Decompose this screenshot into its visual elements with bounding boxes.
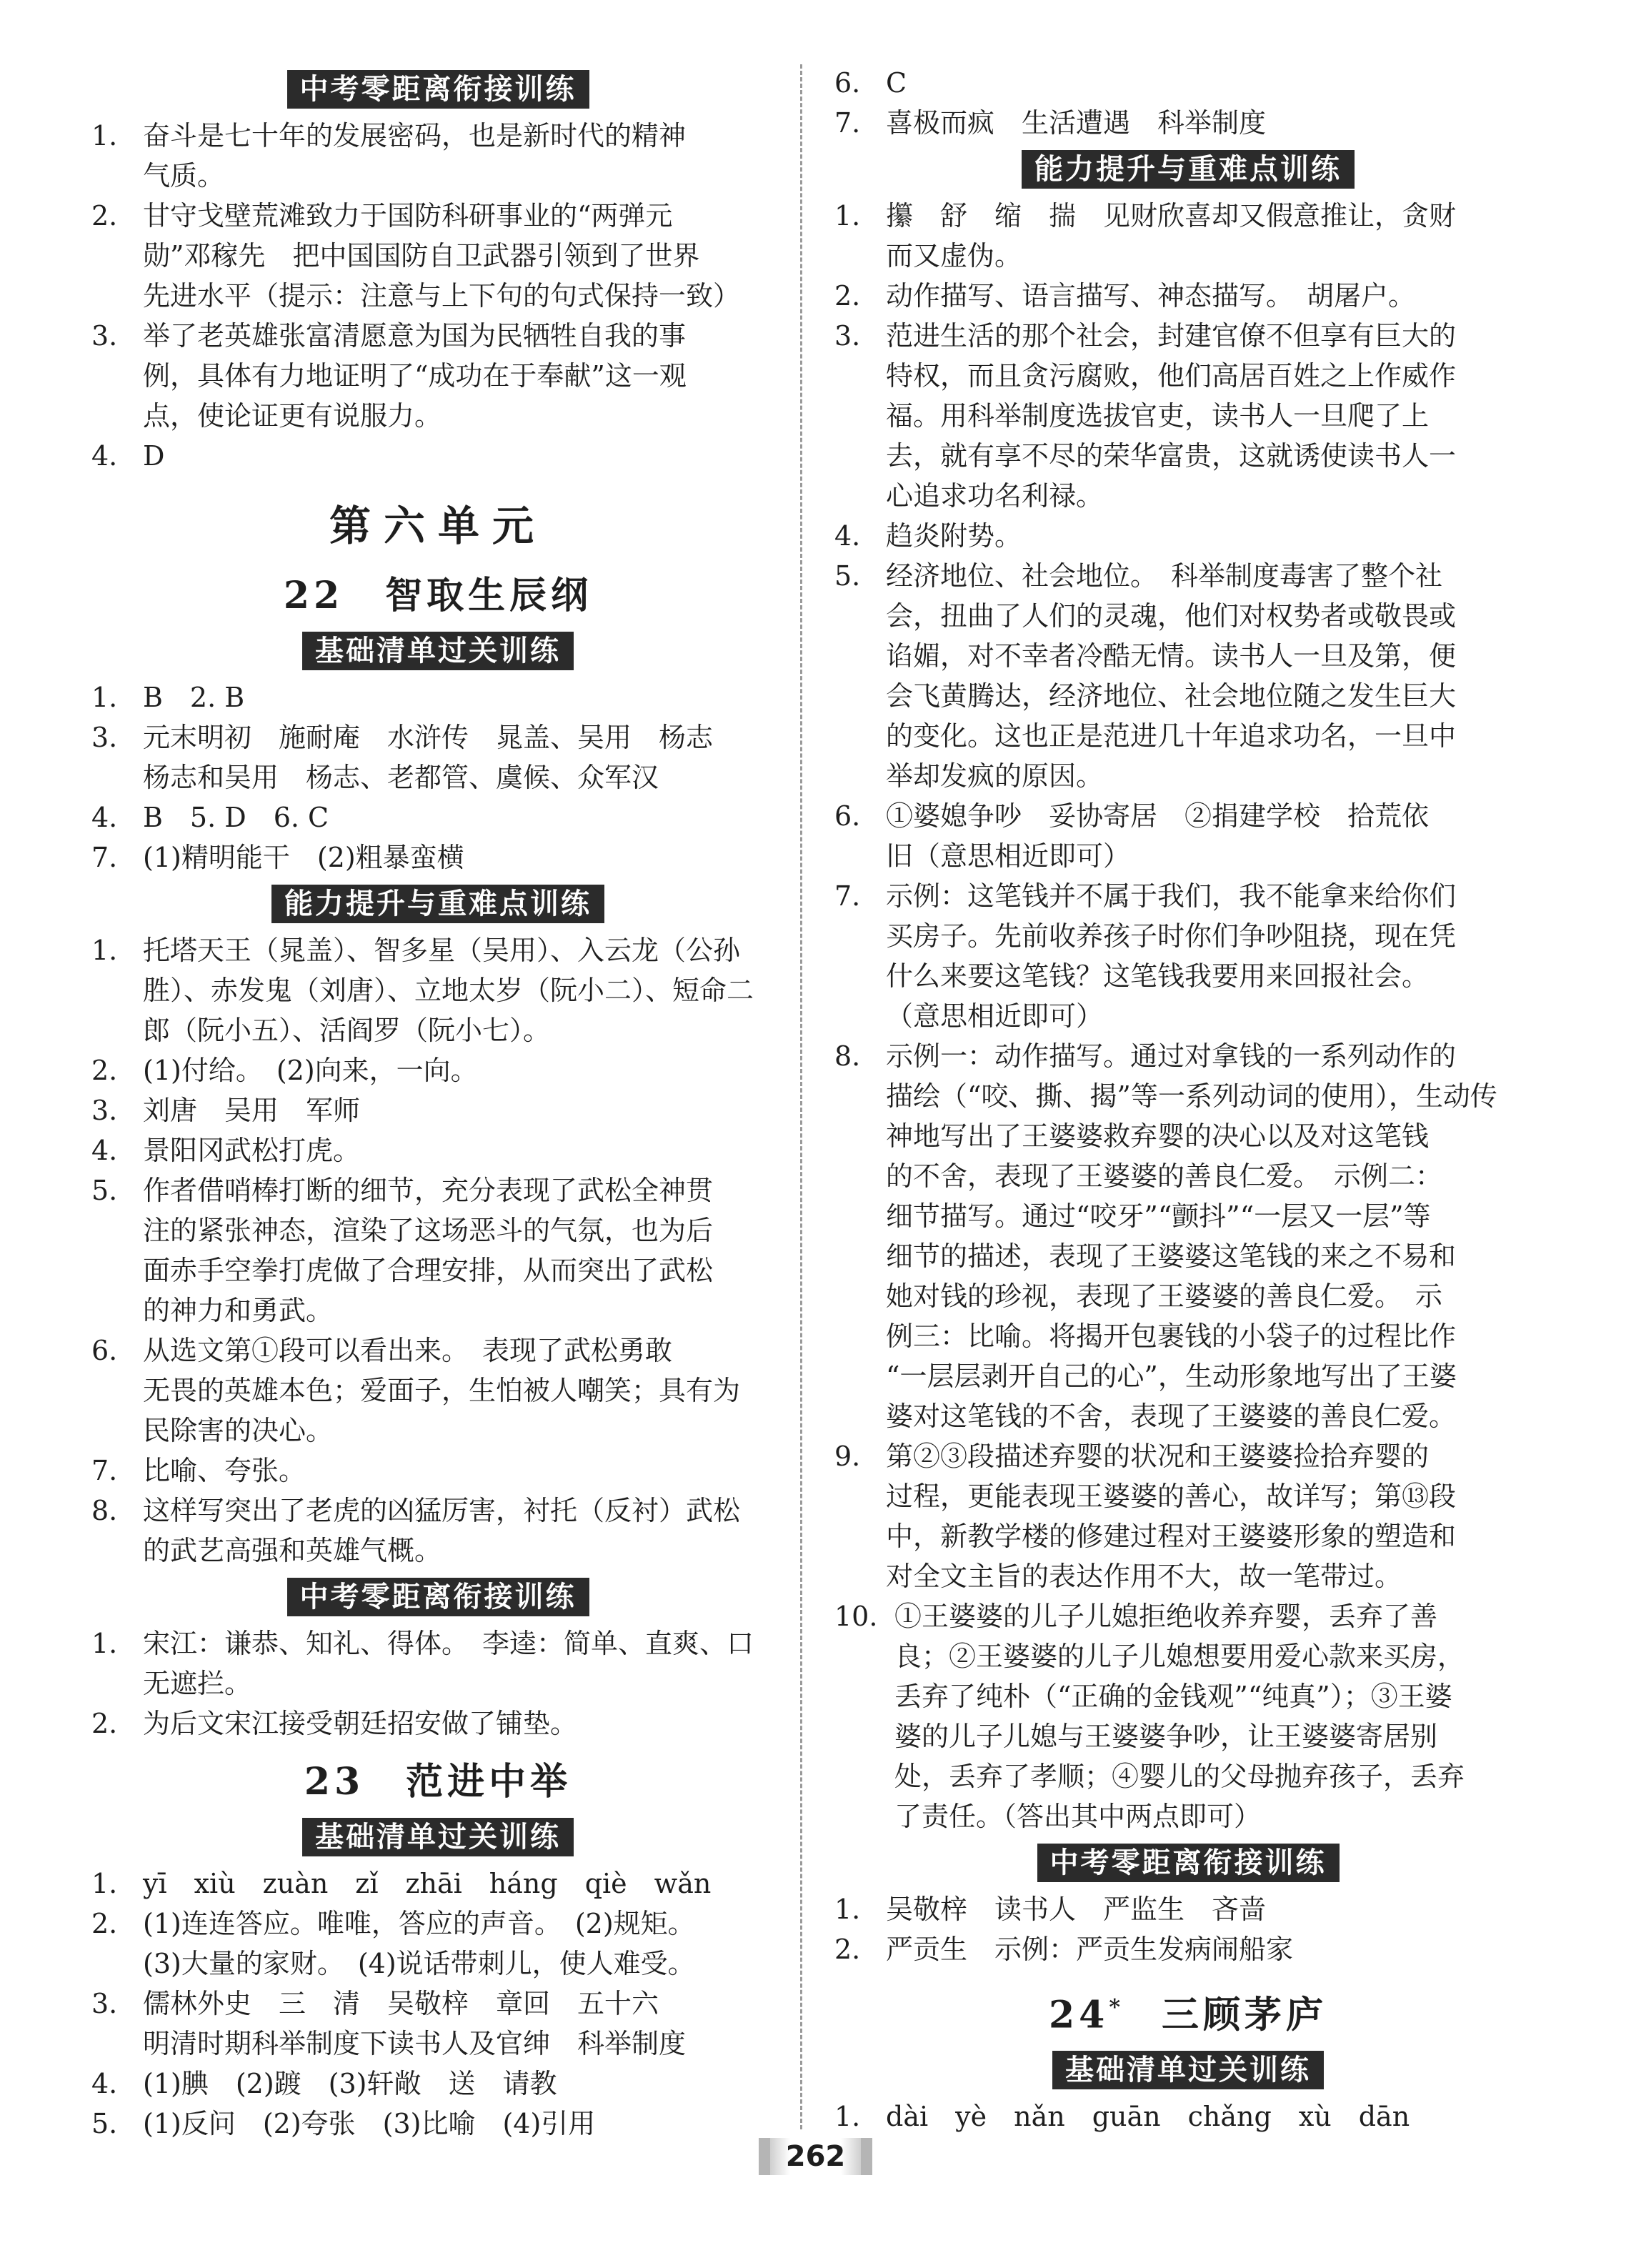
answer-line: 中，新教学楼的修建过程对王婆婆形象的塑造和: [886, 1521, 1457, 1552]
answer-line: 例三：比喻。将揭开包裹钱的小袋子的过程比作: [886, 1320, 1457, 1352]
answer-line: 去，就有享不尽的荣华富贵，这就诱使读书人一: [886, 440, 1457, 472]
answer-number: 1.: [834, 2101, 861, 2133]
answer-list: [834, 2097, 1542, 2137]
page-number: 262: [759, 2138, 873, 2175]
answer-item: [91, 316, 784, 436]
answer-line: 买房子。先前收养孩子时你们争吵阻挠，现在凭: [886, 920, 1457, 952]
answer-line: 范进生活的那个社会，封建官僚不但享有巨大的: [886, 320, 1457, 352]
answer-number: 7.: [91, 842, 118, 873]
answer-item: [834, 1929, 1542, 1969]
answer-item: [91, 1090, 784, 1130]
answer-line: 喜极而疯 生活遭遇 科举制度: [886, 107, 1267, 139]
answer-line: 丢弃了纯朴（“正确的金钱观”“纯真”）；③王婆: [894, 1681, 1452, 1712]
answer-line: 杨志和吴用 杨志、老都管、虞候、众军汉: [143, 762, 659, 793]
answer-number: 3.: [91, 1988, 118, 2019]
answer-item: [834, 1436, 1542, 1596]
answer-line: (1)付给。 (2)向来，一向。: [143, 1055, 478, 1086]
answer-number: 3.: [91, 1095, 118, 1126]
answer-line: 婆的儿子儿媳与王婆婆争吵，让王婆婆寄居别: [894, 1721, 1438, 1752]
answer-line: 攥 舒 缩 揣 见财欣喜却又假意推让，贪财: [886, 200, 1457, 232]
answer-number: 1.: [91, 1868, 118, 1899]
answer-line: C: [886, 67, 907, 99]
answer-item: [91, 1704, 784, 1744]
answer-item: [834, 316, 1542, 516]
answer-line: 会飞黄腾达，经济地位、社会地位随之发生巨大: [886, 680, 1457, 712]
answer-line: 无遮拦。: [143, 1668, 252, 1699]
answer-item: [834, 1596, 1542, 1836]
answer-number: 2.: [91, 200, 118, 232]
answer-item: [834, 103, 1542, 143]
answer-line: 会，扭曲了人们的灵魂，他们对权势者或敬畏或: [886, 600, 1457, 632]
answer-line: (1)反问 (2)夸张 (3)比喻 (4)引用: [143, 2108, 596, 2139]
answer-line: 过程，更能表现王婆婆的善心，故详写；第⑬段: [886, 1481, 1457, 1512]
answer-line: 严贡生 示例：严贡生发病闹船家: [886, 1934, 1294, 1965]
answer-line: 胜）、赤发鬼（刘唐）、立地太岁（阮小二）、短命二: [143, 975, 754, 1006]
answer-line: 景阳冈武松打虎。: [143, 1135, 361, 1166]
answer-item: [91, 116, 784, 196]
answer-number: 5.: [834, 560, 861, 592]
answer-line: 作者借哨棒打断的细节，充分表现了武松全神贯: [143, 1175, 714, 1206]
answer-line: 的武艺高强和英雄气概。: [143, 1535, 442, 1566]
answer-number: 4.: [91, 1135, 118, 1166]
answer-item: [834, 196, 1542, 276]
answer-line: 宋江：谦恭、知礼、得体。 李逵：简单、直爽、口: [143, 1628, 754, 1659]
answer-list: [91, 1623, 784, 1744]
answer-line: 比喻、夸张。: [143, 1455, 306, 1486]
answer-line: 的神力和勇武。: [143, 1295, 334, 1326]
answer-item: [834, 2097, 1542, 2137]
answer-line: 元末明初 施耐庵 水浒传 晁盖、吴用 杨志: [143, 722, 714, 753]
answer-line: 民除害的决心。: [143, 1415, 334, 1446]
answer-line: (3)大量的家财。 (4)说话带刺儿，使人难受。: [143, 1948, 695, 1979]
answer-line: dài yè nǎn guān chǎng xù dān: [886, 2101, 1410, 2133]
column-divider: [800, 64, 802, 2129]
answer-line: 心追求功名利禄。: [886, 480, 1104, 512]
answer-item: [834, 516, 1542, 556]
answer-line: 儒林外史 三 清 吴敬梓 章回 五十六: [143, 1988, 659, 2019]
answer-line: 对全文主旨的表达作用不大，故一笔带过。: [886, 1561, 1402, 1592]
section-banner: 基础清单过关训练: [302, 632, 574, 670]
lesson-number: 24: [1048, 1993, 1109, 2037]
lesson-title: 23 范进中举: [304, 1760, 572, 1804]
answer-number: 7.: [91, 1455, 118, 1486]
answer-number: 10.: [834, 1601, 878, 1632]
answer-item: [834, 876, 1542, 1036]
answer-item: [834, 63, 1542, 103]
answer-line: 福。用科举制度选拔官吏，读书人一旦爬了上: [886, 400, 1430, 432]
answer-number: 3.: [91, 320, 118, 352]
answer-number: 1.: [834, 200, 861, 232]
answer-list: [91, 930, 784, 1571]
answer-number: 6.: [834, 800, 861, 832]
answer-line: D: [143, 440, 165, 472]
answer-item: [91, 2064, 784, 2104]
answer-item: [834, 556, 1542, 796]
answer-list: [91, 677, 784, 877]
answer-line: 例，具体有力地证明了“成功在于奉献”这一观: [143, 360, 687, 392]
answer-item: [91, 1451, 784, 1491]
answer-item: [834, 1036, 1542, 1436]
answer-line: 动作描写、语言描写、神态描写。 胡屠户。: [886, 280, 1416, 312]
answer-line: 谄媚，对不幸者冷酷无情。读书人一旦及第，便: [886, 640, 1457, 672]
answer-number: 1.: [91, 935, 118, 966]
answer-line: B 2. B: [143, 682, 245, 713]
answer-number: 3.: [91, 722, 118, 753]
lesson-title: [834, 1979, 1542, 2044]
section-banner: 能力提升与重难点训练: [1022, 150, 1355, 189]
answer-line: (1)连连答应。唯唯，答应的声音。 (2)规矩。: [143, 1908, 695, 1939]
answer-line: 甘守戈壁荒滩致力于国防科研事业的“两弹元: [143, 200, 673, 232]
answer-number: 1.: [834, 1894, 861, 1925]
answer-line: B 5. D 6. C: [143, 802, 329, 833]
answer-number: 1.: [91, 120, 118, 151]
section-banner: 中考零距离衔接训练: [1037, 1844, 1340, 1882]
answer-number: 5.: [91, 2108, 118, 2139]
answer-list: [91, 1864, 784, 2144]
answer-item: [834, 276, 1542, 316]
answer-line: 点，使论证更有说服力。: [143, 400, 442, 432]
answer-number: 7.: [834, 107, 861, 139]
answer-item: [91, 930, 784, 1050]
section-banner: 基础清单过关训练: [302, 1818, 574, 1856]
answer-number: 4.: [91, 440, 118, 472]
answer-number: 7.: [834, 880, 861, 912]
answer-line: 气质。: [143, 160, 225, 192]
section-banner: 基础清单过关训练: [1052, 2051, 1324, 2089]
answer-list: [834, 63, 1542, 143]
answer-line: 从选文第①段可以看出来。 表现了武松勇敢: [143, 1335, 673, 1366]
answer-line: 举了老英雄张富清愿意为国为民牺牲自我的事: [143, 320, 687, 352]
answer-line: 了责任。（答出其中两点即可）: [894, 1801, 1262, 1832]
answer-number: 4.: [834, 520, 861, 552]
answer-line: 无畏的英雄本色；爱面子，生怕被人嘲笑；具有为: [143, 1375, 741, 1406]
answer-number: 2.: [91, 1055, 118, 1086]
answer-item: [91, 196, 784, 316]
answer-line: 托塔天王（晁盖）、智多星（吴用）、入云龙（公孙: [143, 935, 741, 966]
answer-item: [91, 1984, 784, 2064]
answer-item: [91, 1170, 784, 1331]
answer-line: 趋炎附势。: [886, 520, 1022, 552]
answer-line: 奋斗是七十年的发展密码，也是新时代的精神: [143, 120, 687, 151]
answer-line: 良；②王婆婆的儿子儿媳想要用爱心款来买房，: [894, 1641, 1465, 1672]
answer-number: 2.: [834, 1934, 861, 1965]
optional-mark: *: [1109, 1995, 1121, 2020]
answer-line: 什么来要这笔钱？这笔钱我要用来回报社会。: [886, 960, 1430, 992]
answer-list: [834, 1889, 1542, 1969]
answer-number: 9.: [834, 1441, 861, 1472]
answer-item: [91, 797, 784, 837]
answer-line: 勋”邓稼先 把中国国防自卫武器引领到了世界: [143, 240, 700, 272]
answer-line: 经济地位、社会地位。 科举制度毒害了整个社: [886, 560, 1443, 592]
answer-line: 旧（意思相近即可）: [886, 840, 1131, 872]
answer-number: 5.: [91, 1175, 118, 1206]
answer-line: 为后文宋江接受朝廷招安做了铺垫。: [143, 1708, 578, 1739]
answer-item: [91, 1864, 784, 1904]
answer-line: (1)腆 (2)踱 (3)轩敞 送 请教: [143, 2068, 557, 2099]
answer-line: 先进水平（提示：注意与上下句的句式保持一致）: [143, 280, 741, 312]
answer-line: 而又虚伪。: [886, 240, 1022, 272]
answer-line: 她对钱的珍视，表现了王婆婆的善良仁爱。 示: [886, 1280, 1443, 1312]
answer-item: [91, 1331, 784, 1451]
answer-item: [91, 1050, 784, 1090]
left-column: [91, 63, 784, 2144]
lesson-title: 22 智取生辰纲: [283, 574, 593, 617]
answer-number: 4.: [91, 2068, 118, 2099]
answer-number: 1.: [91, 1628, 118, 1659]
answer-line: 的变化。这也正是范进几十年追求功名，一旦中: [886, 720, 1457, 752]
answer-line: 注的紧张神态，渲染了这场恶斗的气氛，也为后: [143, 1215, 714, 1246]
section-banner: 中考零距离衔接训练: [287, 70, 589, 109]
answer-line: 吴敬梓 读书人 严监生 吝啬: [886, 1894, 1267, 1925]
answer-list: [91, 116, 784, 476]
answer-line: 第②③段描述弃婴的状况和王婆婆捡拾弃婴的: [886, 1441, 1430, 1472]
answer-item: [91, 837, 784, 877]
answer-line: 示例：这笔钱并不属于我们，我不能拿来给你们: [886, 880, 1457, 912]
answer-line: (1)精明能干 (2)粗暴蛮横: [143, 842, 464, 873]
answer-number: 2.: [91, 1708, 118, 1739]
answer-line: 郎（阮小五）、活阎罗（阮小七）。: [143, 1015, 551, 1046]
answer-item: [91, 1904, 784, 1984]
answer-line: 刘唐 吴用 军师: [143, 1095, 361, 1126]
answer-number: 6.: [91, 1335, 118, 1366]
answer-line: 婆对这笔钱的不舍，表现了王婆婆的善良仁爱。: [886, 1401, 1457, 1432]
answer-line: 特权，而且贪污腐败，他们高居百姓之上作威作: [886, 360, 1457, 392]
answer-line: yī xiù zuàn zǐ zhāi háng qiè wǎn: [143, 1868, 712, 1899]
answer-line: “一层层剥开自己的心”，生动形象地写出了王婆: [886, 1361, 1457, 1392]
answer-item: [91, 677, 784, 717]
answer-item: [91, 1491, 784, 1571]
answer-line: （意思相近即可）: [886, 1000, 1104, 1032]
answer-number: 6.: [834, 67, 861, 99]
answer-line: 描绘（“咬、撕、揭”等一系列动词的使用），生动传: [886, 1080, 1497, 1112]
answer-number: 8.: [834, 1040, 861, 1072]
answer-item: [91, 1623, 784, 1704]
section-banner: 中考零距离衔接训练: [287, 1578, 589, 1616]
answer-item: [834, 1889, 1542, 1929]
answer-line: ①婆媳争吵 妥协寄居 ②捐建学校 拾荒依: [886, 800, 1430, 832]
answer-list: [834, 196, 1542, 1836]
answer-line: 明清时期科举制度下读书人及官绅 科举制度: [143, 2028, 687, 2059]
lesson-name: 三顾茅庐: [1162, 1993, 1328, 2037]
answer-number: 4.: [91, 802, 118, 833]
answer-line: 处，丢弃了孝顺；④婴儿的父母抛弃孩子，丢弃: [894, 1761, 1465, 1792]
answer-line: 示例一：动作描写。通过对拿钱的一系列动作的: [886, 1040, 1457, 1072]
answer-line: 这样写突出了老虎的凶猛厉害，衬托（反衬）武松: [143, 1495, 741, 1526]
answer-number: 2.: [834, 280, 861, 312]
answer-number: 2.: [91, 1908, 118, 1939]
answer-line: ①王婆婆的儿子儿媳拒绝收养弃婴，丢弃了善: [894, 1601, 1438, 1632]
answer-item: [834, 796, 1542, 876]
section-banner: 能力提升与重难点训练: [271, 885, 604, 923]
answer-number: 1.: [91, 682, 118, 713]
answer-item: [91, 436, 784, 476]
answer-number: 8.: [91, 1495, 118, 1526]
answer-item: [91, 717, 784, 797]
right-column: [834, 63, 1542, 2137]
answer-number: 3.: [834, 320, 861, 352]
answer-item: [91, 1130, 784, 1170]
unit-title: 第六单元: [329, 502, 547, 550]
answer-line: 细节描写。通过“咬牙”“颤抖”“一层又一层”等: [886, 1200, 1431, 1232]
answer-line: 神地写出了王婆婆救弃婴的决心以及对这笔钱: [886, 1120, 1430, 1152]
answer-line: 的不舍，表现了王婆婆的善良仁爱。 示例二：: [886, 1160, 1443, 1192]
answer-line: 细节的描述，表现了王婆婆这笔钱的来之不易和: [886, 1240, 1457, 1272]
answer-line: 举却发疯的原因。: [886, 760, 1104, 792]
answer-line: 面赤手空拳打虎做了合理安排，从而突出了武松: [143, 1255, 714, 1286]
